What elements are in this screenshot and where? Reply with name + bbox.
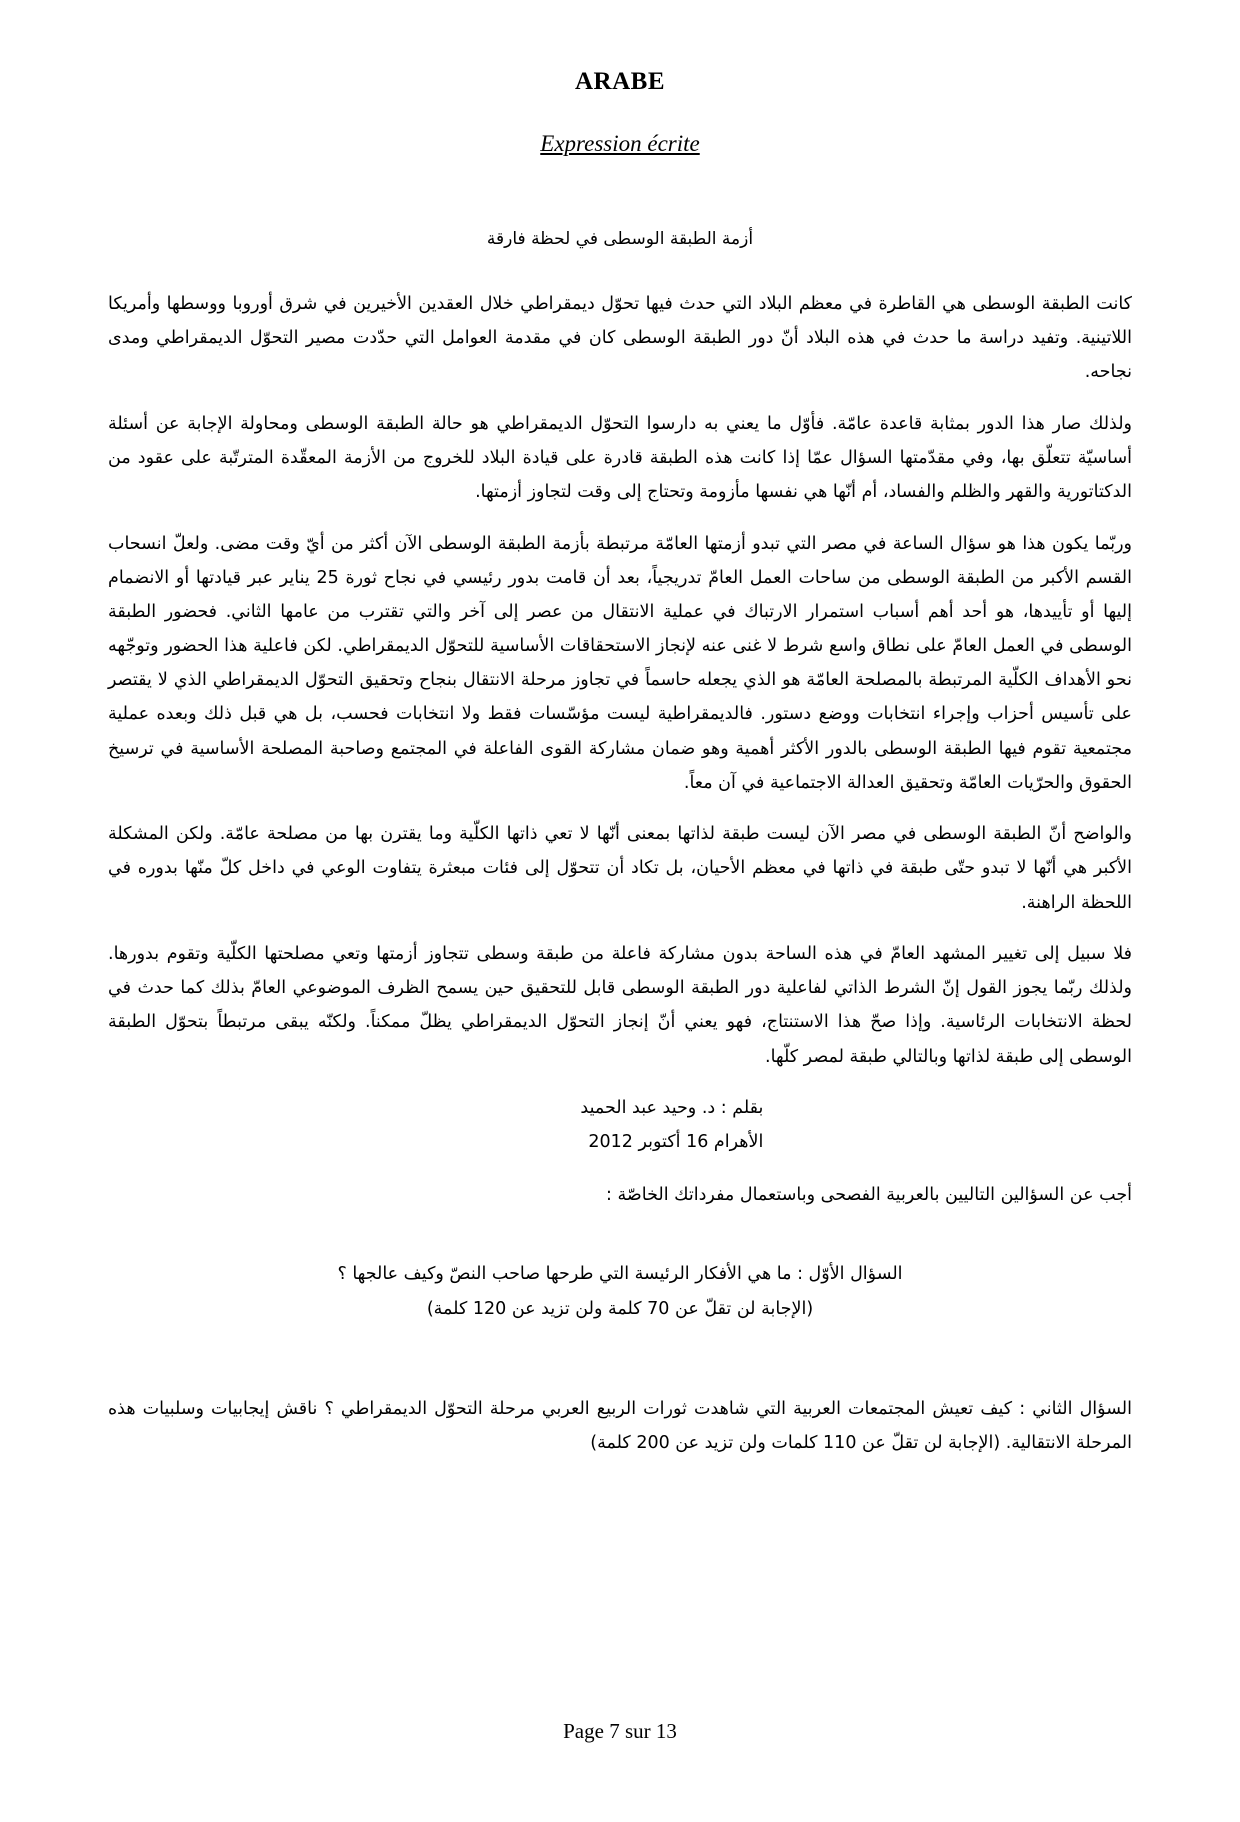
signature-author: بقلم : د. وحيد عبد الحميد bbox=[580, 1098, 764, 1119]
signature-source: الأهرام 16 أكتوبر 2012 bbox=[588, 1132, 764, 1153]
document-page bbox=[0, 68, 1240, 1822]
article-paragraph: والواضح أنّ الطبقة الوسطى في مصر الآن ليست طبقة لذاتها بمعنى أنّها لا تعي ذاتها الكلّية وما يقترن بها من مصلحة عامّة. ولكن المشكلة الأكبر هي أنّها لا تبدو حتّى طبقة في ذاتها في معظم الأحيان، بل تكاد أن تتحوّل إلى فئات مبعثرة يتفاوت الوعي في داخل كلّ منّها بدوره في اللحظة الراهنة. bbox=[108, 824, 1132, 913]
article-paragraph: ولذلك صار هذا الدور بمثابة قاعدة عامّة. فأوّل ما يعني به دارسوا التحوّل الديمقراطي هو حالة الطبقة الوسطى ومحاولة الإجابة عن أسئلة أساسيّة تتعلّق بها، وفي مقدّمتها السؤال عمّا إذا كانت هذه الطبقة قادرة على قيادة البلاد للخروج من الأزمة المعقّدة المترتّبة على عقود من الدكتاتورية والقهر والظلم والفساد، أم أنّها هي نفسها مأزومة وتحتاج إلى وقت لتجاوز أزمتها. bbox=[108, 413, 1132, 503]
article-title: أزمة الطبقة الوسطى في لحظة فارقة bbox=[486, 229, 754, 249]
exercise-instructions: أجب عن السؤالين التاليين بالعربية الفصحى وباستعمال مفرداتك الخاصّة : bbox=[606, 1185, 1132, 1206]
question-one bbox=[108, 1257, 1132, 1325]
page-title: ARABE bbox=[574, 68, 665, 95]
question-two-prompt: السؤال الثاني : كيف تعيش المجتمعات العربية التي شاهدت ثورات الربيع العربي مرحلة التحوّل الديمقراطي ؟ ناقش إيجابيات وسلبيات هذه المرحلة الانتقالية. (الإجابة لن تقلّ عن 110 كلمات ولن تزيد عن 200 كلمة) bbox=[108, 1398, 1132, 1453]
article-paragraph: كانت الطبقة الوسطى هي القاطرة في معظم البلاد التي حدث فيها تحوّل ديمقراطي خلال العقدين الأخيرين في شرق أوروبا ووسطها وأمريكا اللاتينية. وتفيد دراسة ما حدث في هذه البلاد أنّ دور الطبقة الوسطى كان في مقدمة العوامل التي حدّدت مصير التحوّل الديمقراطي ومدى نجاحه. bbox=[108, 294, 1132, 383]
article-signature bbox=[108, 1091, 763, 1159]
page-footer: Page 7 sur 13 bbox=[563, 1719, 677, 1743]
article-paragraph: فلا سبيل إلى تغيير المشهد العامّ في هذه الساحة بدون مشاركة فاعلة من طبقة وسطى تتجاوز أزمتها وتعي مصلحتها الكلّية وتقوم بدورها. ولذلك ربّما يجوز القول إنّ الشرط الذاتي لفاعلية دور الطبقة الوسطى قابل للتحقيق حين يسمح الظرف الموضوعي العامّ بذلك كما حدث في لحظة الانتخابات الرئاسية. وإذا صحّ هذا الاستنتاج، فهو يعني أنّ إنجاز التحوّل الديمقراطي يظلّ ممكناً. ولكنّه يبقى مرتبطاً بتحوّل الطبقة الوسطى إلى طبقة لذاتها وبالتالي طبقة لمصر كلّها. bbox=[108, 944, 1132, 1067]
article-body bbox=[108, 287, 1132, 1074]
page-subtitle: Expression écrite bbox=[540, 131, 700, 156]
question-one-note: (الإجابة لن تقلّ عن 70 كلمة ولن تزيد عن 120 كلمة) bbox=[426, 1298, 814, 1319]
article-paragraph: وربّما يكون هذا هو سؤال الساعة في مصر التي تبدو أزمتها العامّة مرتبطة بأزمة الطبقة الوسطى الآن أكثر من أيّ وقت مضى. ولعلّ انسحاب القسم الأكبر من الطبقة الوسطى من ساحات العمل العامّ تدريجياً، بعد أن قامت بدور رئيسي في نجاح ثورة 25 يناير عبر قيادتها أو الانضمام إليها أو تأييدها، هو أحد أهم أسباب استمرار الارتباك في عملية الانتقال من عصر إلى آخر والتي تقترب من عامها الثاني. فحضور الطبقة الوسطى في العمل العامّ على نطاق واسع شرط لا غنى عنه لإنجاز الاستحقاقات الأساسية للتحوّل الديمقراطي. لكن فاعلية هذا الحضور وتوجّهه نحو الأهداف الكلّية المرتبطة بالمصلحة العامّة هو الذي يجعله حاسماً في تجاوز مرحلة الانتقال بنجاح وتحقيق التحوّل الديمقراطي الذي لا يقتصر على تأسيس أحزاب وإجراء انتخابات ووضع دستور. فالديمقراطية ليست مؤسّسات فقط ولا انتخابات فحسب، بل هي قبل ذلك وبعده عملية مجتمعية تقوم فيها الطبقة الوسطى بالدور الأكثر أهمية وهو ضمان مشاركة القوى الفاعلة في المجتمع وصاحبة المصلحة الأساسية في ترسيخ الحقوق والحرّيات العامّة وتحقيق العدالة الاجتماعية في آن معاً. bbox=[108, 533, 1132, 793]
question-one-prompt: السؤال الأوّل : ما هي الأفكار الرئيسة التي طرحها صاحب النصّ وكيف عالجها ؟ bbox=[337, 1264, 903, 1285]
question-two bbox=[108, 1392, 1132, 1460]
